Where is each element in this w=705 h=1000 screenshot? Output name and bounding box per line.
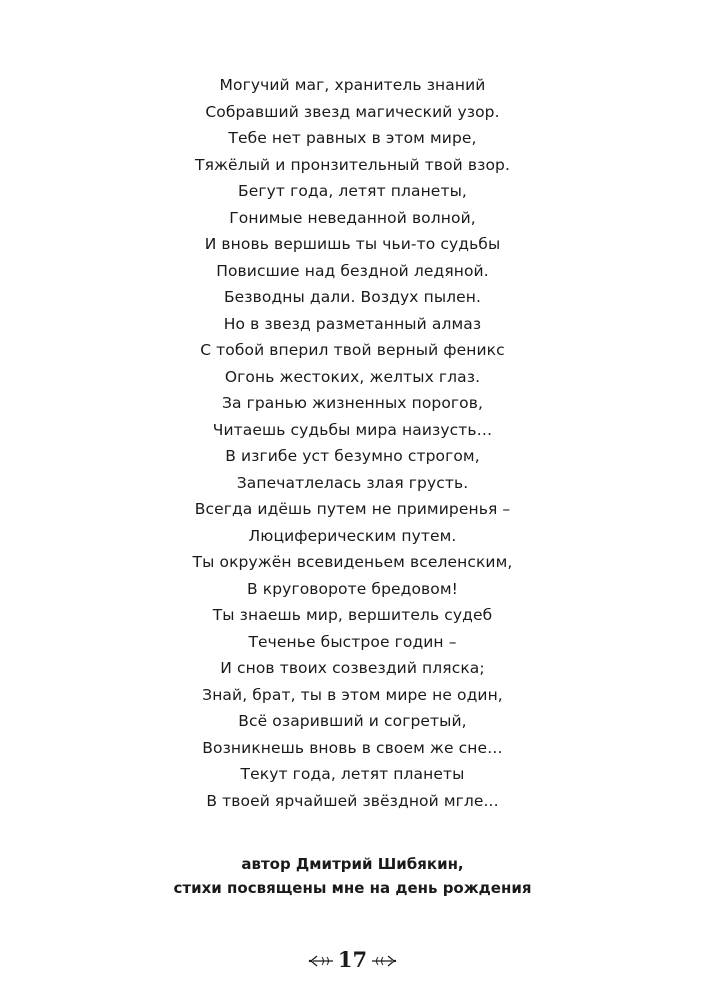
poem-line: Возникнешь вновь в своем же сне… xyxy=(202,738,503,757)
author-name: автор Дмитрий Шибякин, xyxy=(241,855,464,873)
poem-line: Но в звезд разметанный алмаз xyxy=(223,314,482,333)
poem-line: Тяжёлый и пронзительный твой взор. xyxy=(195,155,510,174)
right-ornament-icon xyxy=(371,946,397,974)
poem-line: Безводны дали. Воздух пылен. xyxy=(223,288,482,306)
dedication: стихи посвящены мне на день рождения xyxy=(173,879,532,897)
page-number-block xyxy=(0,946,705,976)
poem-line: И вновь вершишь ты чьи-то судьбы xyxy=(204,235,501,253)
page-number: 17 xyxy=(337,947,368,972)
poem-line: Тебе нет равных в этом мире, xyxy=(228,129,477,147)
poem-line: Ты знаешь мир, вершитель судеб xyxy=(212,606,493,624)
author-credit xyxy=(0,852,705,900)
poem xyxy=(0,72,705,814)
poem-line: Повисшие над бездной ледяной. xyxy=(216,261,489,280)
poem-line: В твоей ярчайшей звёздной мгле... xyxy=(206,791,499,810)
poem-line: Огонь жестоких, желтых глаз. xyxy=(224,367,481,386)
poem-line: Могучий маг, хранитель знаний xyxy=(219,76,486,94)
poem-line: Гонимые неведанной волной, xyxy=(229,208,476,227)
poem-line: Читаешь судьбы мира наизусть… xyxy=(212,420,493,439)
poem-line: Знай, брат, ты в этом мире не один, xyxy=(202,685,503,704)
poem-line: И снов твоих созвездий пляска; xyxy=(220,659,485,677)
poem-line: Текут года, летят планеты xyxy=(240,765,465,783)
poem-line: Всегда идёшь путем не примиренья – xyxy=(194,500,511,518)
poem-line: В изгибе уст безумно строгом, xyxy=(225,447,480,465)
poem-line: Люциферическим путем. xyxy=(248,526,457,545)
poem-line: Бегут года, летят планеты, xyxy=(238,182,467,200)
poem-line: Теченье быстрое годин – xyxy=(248,632,457,651)
poem-line: Запечатлелась злая грусть. xyxy=(236,473,469,492)
poem-line: Собравший звезд магический узор. xyxy=(205,102,500,121)
poem-line: Всё озаривший и согретый, xyxy=(238,712,467,730)
left-ornament-icon xyxy=(308,946,334,974)
poem-line: За гранью жизненных порогов, xyxy=(221,394,484,412)
poem-line: Ты окружён всевиденьем вселенским, xyxy=(192,553,513,571)
poem-line: В круговороте бредовом! xyxy=(247,579,458,598)
poem-line: С тобой вперил твой верный феникс xyxy=(200,341,505,359)
